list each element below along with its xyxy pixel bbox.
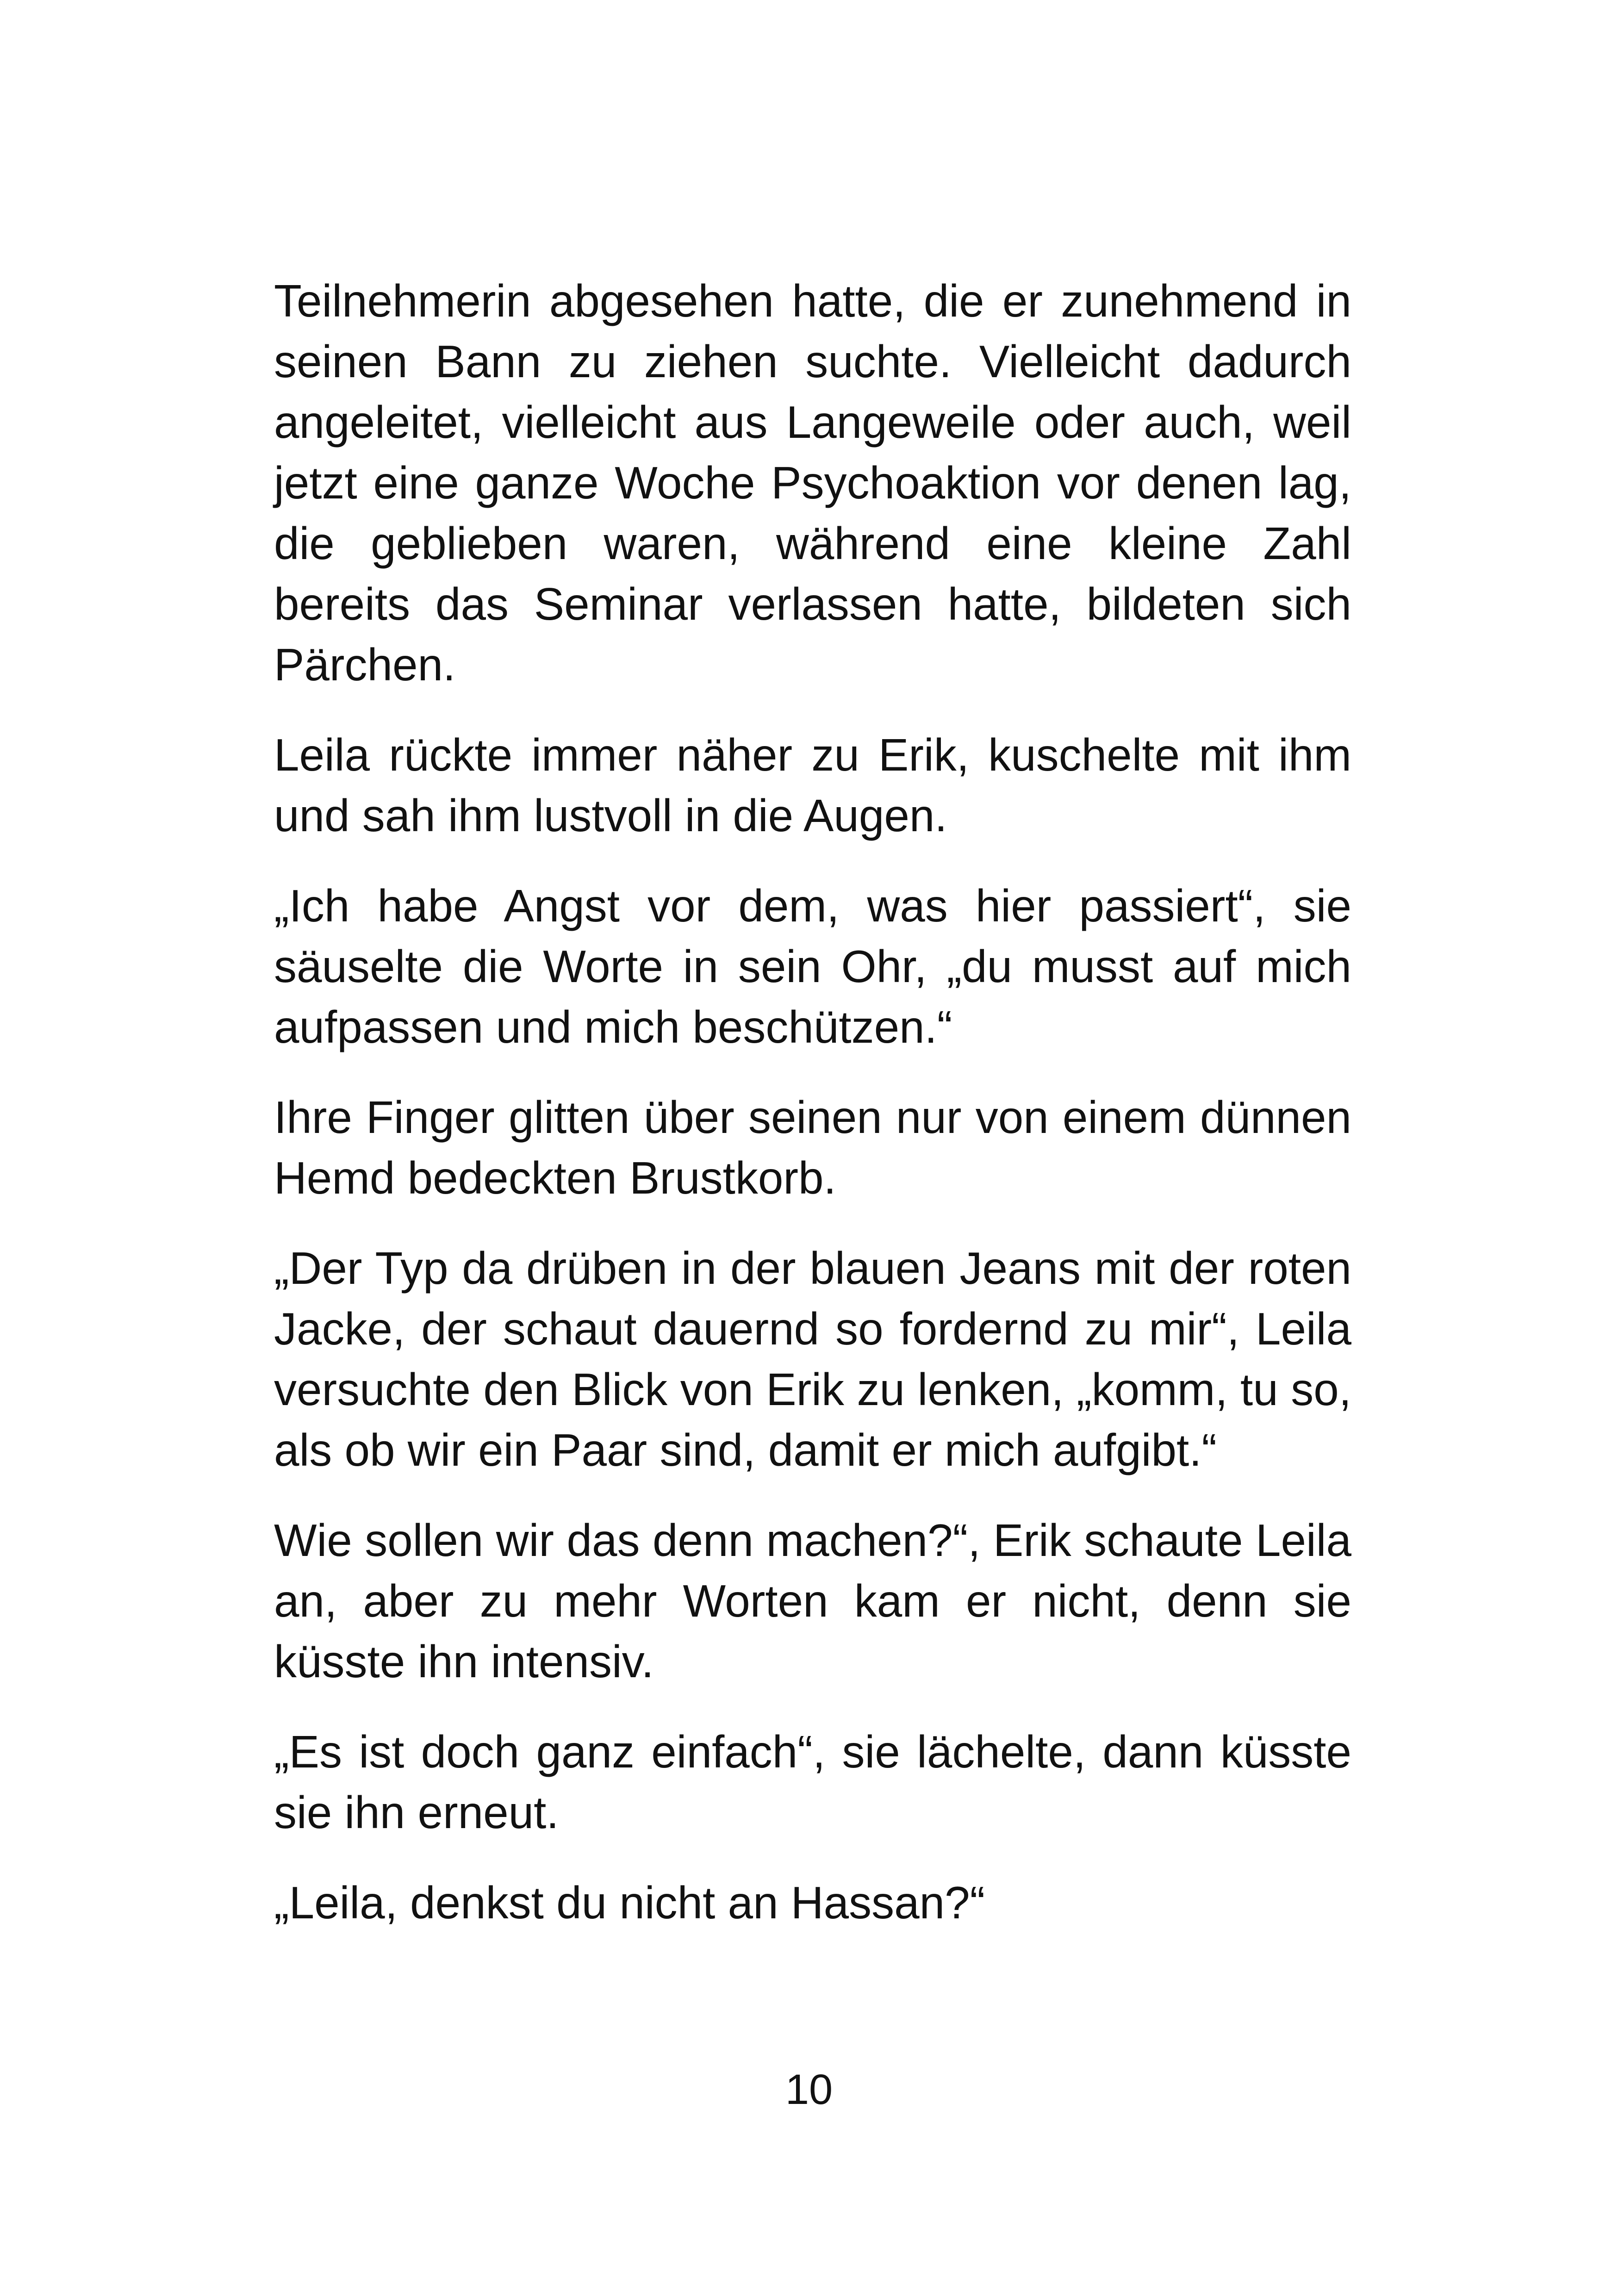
paragraph: Ihre Finger glitten über seinen nur von einem dünnen Hemd bedeckten Brustkorb. (274, 1092, 1351, 1203)
paragraph: „Der Typ da drüben in der blauen Jeans mit der roten Jacke, der schaut dauernd so fordernd zu mir“, Leila versuchte den Blick von Erik zu lenken, „komm, tu so, als ob wir ein Paar sind, damit er mich aufgibt.“ (274, 1243, 1351, 1475)
body-text (274, 271, 1351, 1963)
paragraph: Wie sollen wir das denn machen?“, Erik schaute Leila an, aber zu mehr Worten kam er nicht, denn sie küsste ihn intensiv. (274, 1515, 1351, 1687)
paragraph: „Ich habe Angst vor dem, was hier passiert“, sie säuselte die Worte in sein Ohr, „du musst auf mich aufpassen und mich beschützen.“ (274, 880, 1351, 1052)
paragraph: Teilnehmerin abgesehen hatte, die er zunehmend in seinen Bann zu ziehen suchte. Vielleicht dadurch angeleitet, vielleicht aus Langeweile oder auch, weil jetzt eine ganze Woche Psychoaktion vor denen lag, die geblieben waren, während eine kleine Zahl bereits das Seminar verlassen hatte, bildeten sich Pärchen. (274, 275, 1351, 690)
page-number: 10 (785, 2066, 833, 2113)
paragraph: Leila rückte immer näher zu Erik, kuschelte mit ihm und sah ihm lustvoll in die Augen. (274, 729, 1351, 841)
paragraph: „Es ist doch ganz einfach“, sie lächelte, dann küsste sie ihn erneut. (274, 1726, 1351, 1838)
paragraph: „Leila, denkst du nicht an Hassan?“ (274, 1877, 985, 1928)
